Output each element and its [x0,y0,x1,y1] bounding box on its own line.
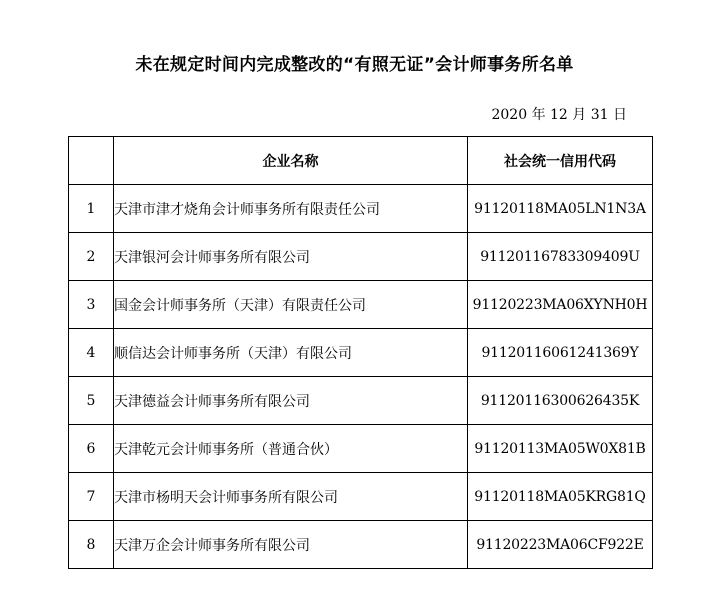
company-name: 天津银河会计师事务所有限公司 [114,233,468,281]
company-name: 天津万企会计师事务所有限公司 [114,521,468,569]
credit-code: 91120116783309409U [468,233,653,281]
header-number [69,137,114,185]
company-name: 国金会计师事务所（天津）有限责任公司 [114,281,468,329]
row-number: 3 [69,281,114,329]
credit-code: 91120116061241369Y [468,329,653,377]
row-number: 1 [69,185,114,233]
document-date: 2020 年 12 月 31 日 [491,107,627,123]
company-name: 天津市津才烧角会计师事务所有限责任公司 [114,185,468,233]
table-row [69,473,653,521]
firm-list-table [68,136,653,569]
row-number: 6 [69,425,114,473]
table-row [69,281,653,329]
company-name: 天津德益会计师事务所有限公司 [114,377,468,425]
credit-code: 91120223MA06CF922E [468,521,653,569]
credit-code: 91120118MA05LN1N3A [468,185,653,233]
credit-code: 91120113MA05W0X81B [468,425,653,473]
row-number: 2 [69,233,114,281]
row-number: 7 [69,473,114,521]
credit-code: 91120116300626435K [468,377,653,425]
company-name: 顺信达会计师事务所（天津）有限公司 [114,329,468,377]
row-number: 4 [69,329,114,377]
company-name: 天津市杨明天会计师事务所有限公司 [114,473,468,521]
document-title: 未在规定时间内完成整改的“有照无证”会计师事务所名单 [135,55,574,75]
table-row [69,233,653,281]
row-number: 5 [69,377,114,425]
company-name: 天津乾元会计师事务所（普通合伙） [114,425,468,473]
table-header-row [69,137,653,185]
table-row [69,425,653,473]
table-row [69,329,653,377]
table-row [69,377,653,425]
header-credit-code: 社会统一信用代码 [468,137,653,185]
row-number: 8 [69,521,114,569]
header-company-name: 企业名称 [114,137,468,185]
credit-code: 91120223MA06XYNH0H [468,281,653,329]
credit-code: 91120118MA05KRG81Q [468,473,653,521]
table-row [69,185,653,233]
table-row [69,521,653,569]
